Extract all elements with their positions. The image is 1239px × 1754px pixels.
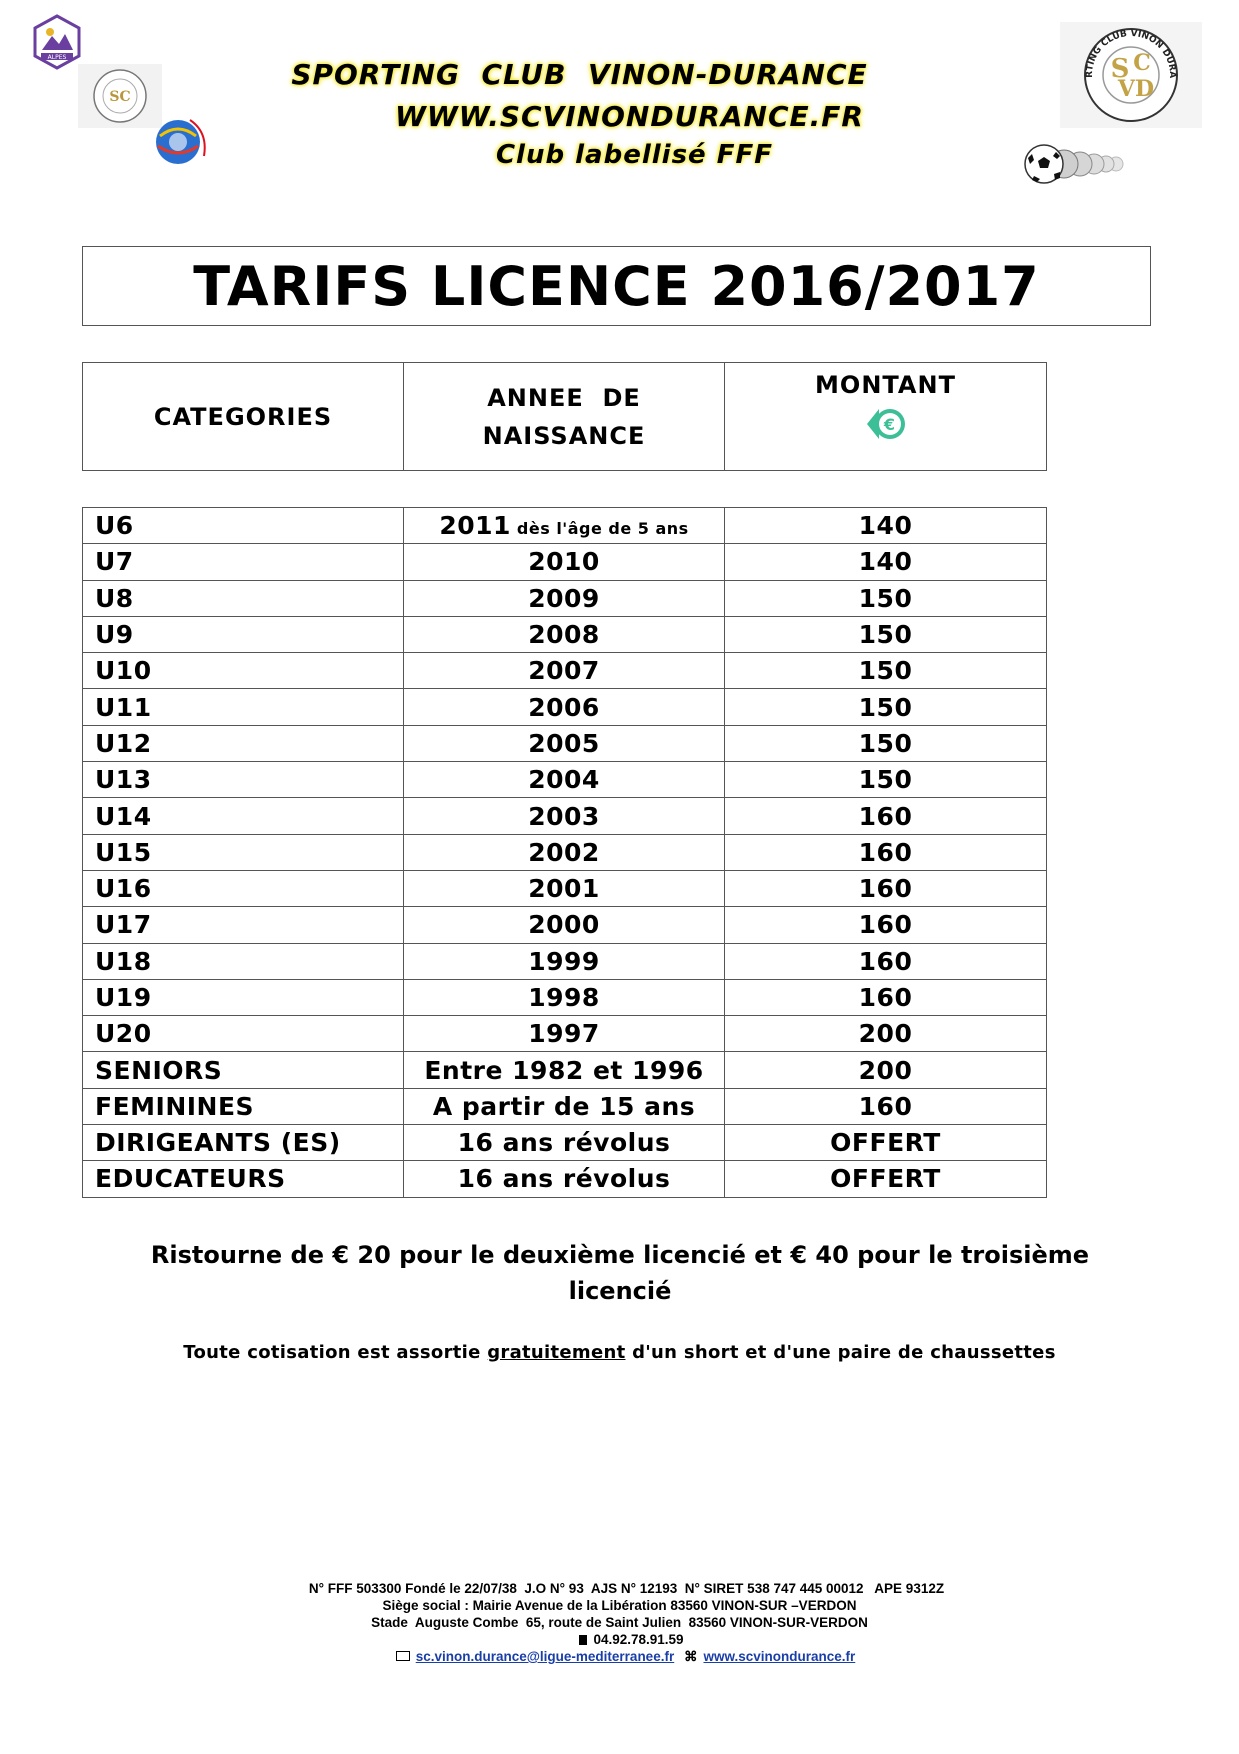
table-row (83, 1088, 1047, 1124)
birth-year-cell (404, 616, 725, 652)
svg-text:ALPES: ALPES (47, 54, 67, 61)
table-row (83, 580, 1047, 616)
birth-year-cell (404, 580, 725, 616)
birth-year-cell (404, 979, 725, 1015)
table-row (83, 653, 1047, 689)
amount-cell: 160 (725, 870, 1047, 906)
header-categories: CATEGORIES (83, 363, 404, 471)
birth-year-value: 1999 (528, 946, 600, 976)
svg-text:S: S (1110, 54, 1130, 84)
amount-cell: 200 (725, 1052, 1047, 1088)
category-cell: U7 (83, 544, 404, 580)
birth-year-cell (404, 1125, 725, 1161)
footer-stadium: Stade Auguste Combe 65, route de Saint Julien 83560 VINON-SUR-VERDON (371, 1615, 868, 1630)
header-amount (725, 363, 1047, 471)
table-row (83, 798, 1047, 834)
birth-year-cell (404, 762, 725, 798)
birth-year-cell (404, 725, 725, 761)
birth-year-cell (404, 798, 725, 834)
birth-year-value: 2001 (528, 874, 600, 904)
table-row (83, 725, 1047, 761)
amount-cell: OFFERT (725, 1161, 1047, 1197)
category-cell: U10 (83, 653, 404, 689)
euro-icon (725, 403, 1046, 451)
category-cell: U12 (83, 725, 404, 761)
birth-year-cell (404, 870, 725, 906)
birth-year-value: 16 ans révolus (457, 1164, 671, 1194)
club-label: Club labellisé FFF (495, 140, 774, 170)
table-row (83, 1125, 1047, 1161)
table-row (83, 544, 1047, 580)
footer-email-link[interactable]: sc.vinon.durance@ligue-mediterranee.fr (415, 1649, 675, 1664)
amount-cell: 200 (725, 1016, 1047, 1052)
birth-year-value: 2004 (528, 765, 600, 795)
birth-year-cell (404, 1088, 725, 1124)
birth-year-value: 2005 (528, 728, 600, 758)
table-header (82, 362, 1047, 471)
amount-cell: 160 (725, 1088, 1047, 1124)
birth-year-value: 2009 (528, 583, 600, 613)
birth-year-value: 1998 (528, 983, 600, 1012)
birth-year-value: 2003 (528, 801, 600, 831)
footer-contact-line (6, 1648, 1239, 1665)
club-website: WWW.SCVINONDURANCE.FR (395, 100, 864, 133)
table-row (83, 616, 1047, 652)
title-box (82, 246, 1151, 326)
category-cell: U20 (83, 1016, 404, 1052)
birth-year-cell (404, 907, 725, 943)
category-cell: U14 (83, 798, 404, 834)
birth-year-note: dès l'âge de 5 ans (516, 519, 689, 539)
amount-cell: 160 (725, 979, 1047, 1015)
category-cell: U15 (83, 834, 404, 870)
amount-cell: 140 (725, 544, 1047, 580)
amount-cell: 160 (725, 907, 1047, 943)
footer-phone-line (12, 1631, 1239, 1648)
birth-year-cell (404, 508, 725, 544)
birth-year-value: 2006 (528, 692, 600, 722)
birth-year-value: 2002 (528, 837, 600, 867)
table-row (83, 834, 1047, 870)
birth-year-cell (404, 1161, 725, 1197)
category-cell: U18 (83, 943, 404, 979)
footer-phone: 04.92.78.91.59 (593, 1632, 684, 1647)
web-icon: ⌘ (683, 1649, 698, 1664)
category-cell: U13 (83, 762, 404, 798)
footer-registration: N° FFF 503300 Fondé le 22/07/38 J.O N° 93 AJS N° 12193 N° SIRET 538 747 445 00012 APE 9312Z (308, 1581, 945, 1596)
header-birth-year-line1: ANNEE DE (487, 383, 641, 412)
category-cell: EDUCATEURS (83, 1161, 404, 1197)
page-title: TARIFS LICENCE 2016/2017 (193, 254, 1040, 318)
birth-year-cell (404, 943, 725, 979)
table-row (83, 762, 1047, 798)
price-table (82, 507, 1047, 1198)
birth-year-value: 16 ans révolus (457, 1128, 671, 1158)
table-row (83, 1052, 1047, 1088)
footer-site-link[interactable]: www.scvinondurance.fr (703, 1649, 856, 1664)
amount-cell: 150 (725, 689, 1047, 725)
birth-year-value: 2008 (528, 620, 600, 650)
birth-year-value: 2011 (439, 511, 511, 541)
table-row (83, 907, 1047, 943)
svg-text:€: € (883, 415, 896, 434)
svg-text:SPORTING CLUB VINON DURANCE: RTING CLUB VINON DURA (1084, 28, 1178, 79)
category-cell: FEMININES (83, 1088, 404, 1124)
birth-year-value: 1997 (528, 1019, 600, 1049)
club-name: SPORTING CLUB VINON-DURANCE (291, 58, 868, 91)
footer-head-office: Siège social : Mairie Avenue de la Libération 83560 VINON-SUR –VERDON (382, 1598, 857, 1613)
birth-year-cell (404, 689, 725, 725)
table-row (83, 870, 1047, 906)
category-cell: U6 (83, 508, 404, 544)
kit-note-end: d'un short et d'une paire de chaussettes (625, 1342, 1056, 1363)
kit-note (0, 1342, 1239, 1363)
phone-icon (579, 1635, 587, 1645)
birth-year-value: 2010 (528, 547, 600, 577)
table-row (83, 979, 1047, 1015)
amount-cell: OFFERT (725, 1125, 1047, 1161)
birth-year-cell (404, 1016, 725, 1052)
amount-cell: 150 (725, 762, 1047, 798)
amount-cell: 150 (725, 580, 1047, 616)
category-cell: U17 (83, 907, 404, 943)
svg-text:SC: SC (109, 89, 131, 105)
birth-year-value: 2000 (528, 910, 600, 940)
amount-cell: 160 (725, 834, 1047, 870)
birth-year-cell (404, 1052, 725, 1088)
birth-year-value: 2007 (528, 656, 600, 686)
kit-note-free: gratuitement (487, 1342, 626, 1363)
table-row (83, 689, 1047, 725)
category-cell: U9 (83, 616, 404, 652)
birth-year-value: A partir de 15 ans (432, 1091, 696, 1121)
birth-year-cell (404, 544, 725, 580)
category-cell: DIRIGEANTS (ES) (83, 1125, 404, 1161)
amount-cell: 150 (725, 653, 1047, 689)
table-row (83, 1016, 1047, 1052)
svg-text:VD: VD (1117, 76, 1155, 102)
birth-year-value: Entre 1982 et 1996 (424, 1055, 704, 1085)
svg-text:C: C (1133, 50, 1151, 76)
discount-note: Ristourne de € 20 pour le deuxième licencié et € 40 pour le troisième licencié (150, 1241, 1090, 1305)
birth-year-cell (404, 834, 725, 870)
header-birth-year (404, 363, 725, 471)
header-amount-label: MONTANT (815, 371, 956, 399)
amount-cell: 160 (725, 798, 1047, 834)
amount-cell: 140 (725, 508, 1047, 544)
birth-year-cell (404, 653, 725, 689)
amount-cell: 160 (725, 943, 1047, 979)
envelope-icon (396, 1651, 410, 1661)
category-cell: U19 (83, 979, 404, 1015)
category-cell: U16 (83, 870, 404, 906)
category-cell: U8 (83, 580, 404, 616)
category-cell: U11 (83, 689, 404, 725)
table-row (83, 508, 1047, 544)
table-row (83, 943, 1047, 979)
amount-cell: 150 (725, 725, 1047, 761)
amount-cell: 150 (725, 616, 1047, 652)
header-birth-year-line2: NAISSANCE (482, 421, 646, 450)
category-cell: SENIORS (83, 1052, 404, 1088)
kit-note-start: Toute cotisation est assortie (183, 1342, 488, 1363)
table-row (83, 1161, 1047, 1197)
